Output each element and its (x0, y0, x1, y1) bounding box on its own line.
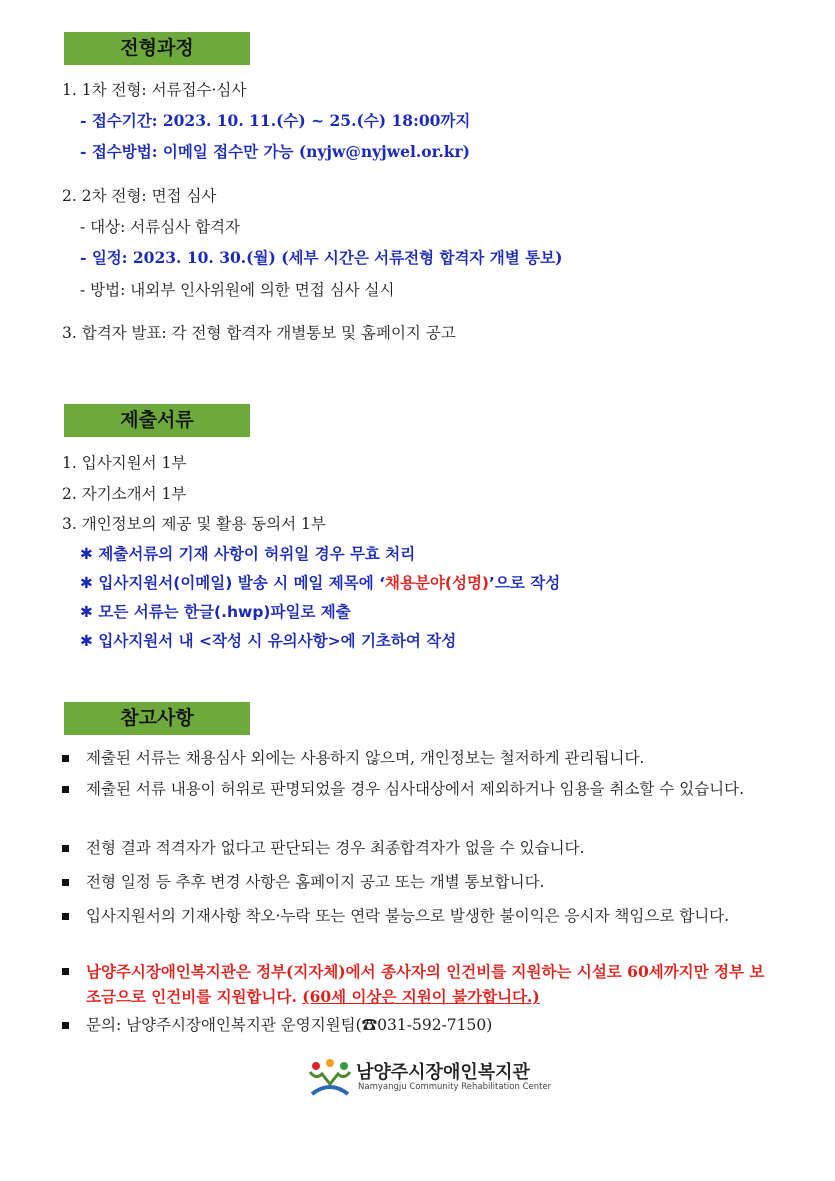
documents-item3: 3. 개인정보의 제공 및 활용 동의서 1부 (62, 515, 326, 533)
documents-item1: 1. 입사지원서 1부 (62, 454, 187, 472)
logo-english: Namyangju Community Rehabilitation Center (358, 1082, 552, 1092)
logo-figures-icon (308, 1058, 352, 1098)
logo-name: 남양주시장애인복지관 (356, 1062, 530, 1083)
section-title-notes: 참고사항 (64, 702, 250, 735)
process-step1-method: - 접수방법: 이메일 접수만 가능 (nyjw@nyjwel.or.kr) (80, 142, 470, 161)
notes-bullet-6 (62, 959, 778, 1009)
documents-note3: ✱ 모든 서류는 한글(.hwp)파일로 제출 (80, 603, 351, 621)
bullet-square (62, 786, 69, 793)
bullet-square (62, 755, 69, 762)
bullet-square (62, 968, 69, 975)
documents-item2: 2. 자기소개서 1부 (62, 485, 187, 503)
documents-note2-red: 채용분야(성명) (385, 574, 490, 592)
notes-bullet-5 (62, 904, 778, 954)
process-step2: 2. 2차 전형: 면접 심사 (62, 187, 217, 205)
notes-bullet-3 (62, 836, 778, 861)
bullet-square (62, 879, 69, 886)
documents-note1: ✱ 제출서류의 기재 사항이 허위일 경우 무효 처리 (80, 545, 416, 563)
notes-bullet-7 (62, 1013, 778, 1038)
bullet-square (62, 845, 69, 852)
process-step1: 1. 1차 전형: 서류접수·심사 (62, 81, 247, 99)
notes-bullet-4 (62, 870, 778, 895)
notes-bullet-4-text: 전형 일정 등 추후 변경 사항은 홈페이지 공고 또는 개별 통보합니다. (86, 873, 545, 891)
notes-bullet-5-text: 입사지원서의 기재사항 착오·누락 또는 연락 불능으로 발생한 불이익은 응시자 책임으로 합니다. (86, 907, 730, 925)
notes-bullet-6-main: 남양주시장애인복지관은 정부(지자체)에서 종사자의 인건비를 지원하는 시설로 60세까지만 정부 보조금으로 인건비를 지원합니다. (86, 962, 765, 1006)
notes-bullet-3-text: 전형 결과 적격자가 없다고 판단되는 경우 최종합격자가 없을 수 있습니다. (86, 839, 585, 857)
documents-note2 (80, 573, 560, 593)
notes-bullet-2 (62, 777, 778, 827)
notes-bullet-1-text: 제출된 서류는 채용심사 외에는 사용하지 않으며, 개인정보는 철저하게 관리됩니다. (86, 749, 645, 767)
process-step2-date: - 일정: 2023. 10. 30.(월) (세부 시간은 서류전형 합격자 개별 통보) (80, 248, 563, 267)
section-title-process: 전형과정 (64, 32, 250, 65)
organization-logo (308, 1058, 552, 1098)
notes-bullet-7-text: 문의: 남양주시장애인복지관 운영지원팀(☎031-592-7150) (86, 1016, 493, 1034)
notes-bullet-1 (62, 746, 778, 771)
documents-note2-pre: ✱ 입사지원서(이메일) 발송 시 메일 제목에 ‘ (80, 574, 385, 592)
documents-note4: ✱ 입사지원서 내 <작성 시 유의사항>에 기초하여 작성 (80, 632, 457, 650)
process-step1-period: - 접수기간: 2023. 10. 11.(수) ~ 25.(수) 18:00까지 (80, 111, 471, 130)
notes-bullet-6-text (86, 959, 778, 1009)
bullet-square (62, 913, 69, 920)
process-step3: 3. 합격자 발표: 각 전형 합격자 개별통보 및 홈페이지 공고 (62, 324, 456, 342)
process-step2-target: - 대상: 서류심사 합격자 (80, 218, 240, 236)
documents-note2-post: ’으로 작성 (489, 574, 561, 592)
notes-bullet-6-underline: (60세 이상은 지원이 불가합니다.) (302, 987, 540, 1006)
notes-bullet-2-text: 제출된 서류 내용이 허위로 판명되었을 경우 심사대상에서 제외하거나 임용을 취소할 수 있습니다. (86, 780, 745, 798)
bullet-square (62, 1022, 69, 1029)
section-title-documents: 제출서류 (64, 404, 250, 437)
process-step2-method: - 방법: 내외부 인사위원에 의한 면접 심사 실시 (80, 281, 395, 299)
